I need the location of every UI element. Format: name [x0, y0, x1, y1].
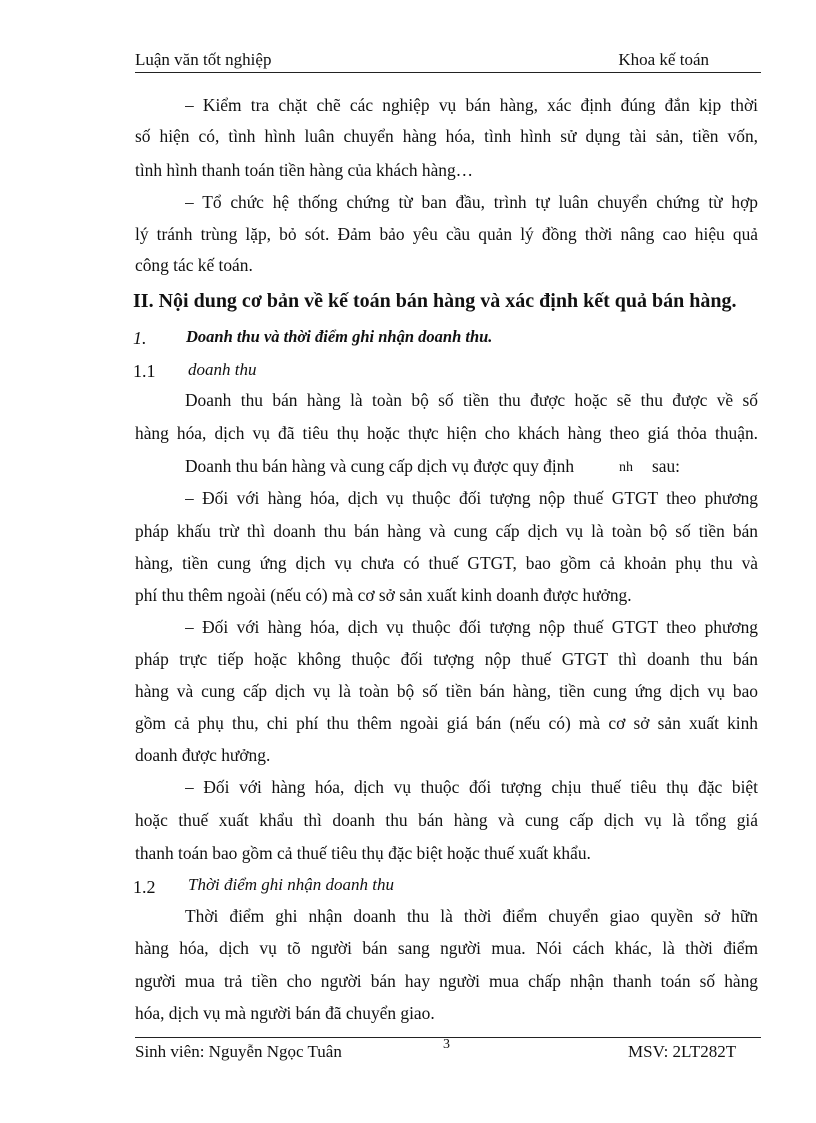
paragraph-line: doanh được hưởng. [135, 745, 271, 765]
paragraph-line: gồm cả phụ thu, chi phí thu thêm ngoài giá bán (nếu có) mà cơ sở sản xuất kinh [135, 713, 758, 733]
paragraph-line: phí thu thêm ngoài (nếu có) mà cơ sở sản xuất kinh doanh được hưởng. [135, 585, 632, 605]
paragraph-line: pháp trực tiếp hoặc không thuộc đối tượng nộp thuế GTGT thì doanh thu bán [135, 649, 758, 669]
paragraph-line: – Đối với hàng hóa, dịch vụ thuộc đối tượng nộp thuế GTGT theo phương [185, 617, 758, 637]
subsection-title: doanh thu [188, 360, 257, 379]
subsection-title: Doanh thu và thời điểm ghi nhận doanh thu. [186, 327, 493, 346]
paragraph-line: – Tổ chức hệ thống chứng từ ban đầu, trình tự luân chuyển chứng từ hợp [185, 192, 758, 212]
paragraph-line: hóa, dịch vụ mà người bán đã chuyển giao. [135, 1003, 435, 1023]
subsection-title: Thời điểm ghi nhận doanh thu [188, 875, 394, 894]
paragraph-line: lý tránh trùng lặp, bỏ sót. Đảm bảo yêu cầu quản lý đồng thời nâng cao hiệu quả [135, 224, 758, 244]
paragraph-line: Doanh thu bán hàng là toàn bộ số tiền thu được hoặc sẽ thu được về số [185, 390, 758, 410]
subsection-number: 1.1 [133, 361, 156, 381]
section-heading: II. Nội dung cơ bản về kế toán bán hàng và xác định kết quả bán hàng. [133, 290, 737, 312]
paragraph-line: người mua trả tiền cho người bán hay người mua chấp nhận thanh toán số hàng [135, 971, 758, 991]
paragraph-line: hàng, tiền cung ứng dịch vụ chưa có thuế GTGT, bao gồm cả khoản phụ thu và [135, 553, 758, 573]
paragraph-line: Thời điểm ghi nhận doanh thu là thời điểm chuyển giao quyền sở hữn [185, 906, 758, 926]
paragraph-line: – Kiểm tra chặt chẽ các nghiệp vụ bán hàng, xác định đúng đắn kịp thời [185, 95, 758, 115]
paragraph-fragment: nh [619, 460, 633, 475]
paragraph-line: công tác kế toán. [135, 255, 253, 275]
paragraph-line: hàng hóa, dịch vụ đã tiêu thụ hoặc thực hiện cho khách hàng theo giá thỏa thuận. [135, 423, 758, 443]
subsection-number: 1. [133, 328, 147, 348]
paragraph-line: pháp khấu trừ thì doanh thu bán hàng và cung cấp dịch vụ là toàn bộ số tiền bán [135, 521, 758, 541]
paragraph-line: hàng và cung cấp dịch vụ là toàn bộ số tiền bán hàng, tiền cung ứng dịch vụ bao [135, 681, 758, 701]
footer-student-id: MSV: 2LT282T [628, 1042, 737, 1061]
page-header [135, 48, 761, 73]
paragraph-line: Doanh thu bán hàng và cung cấp dịch vụ được quy định [185, 456, 575, 476]
footer-student-name: Sinh viên: Nguyễn Ngọc Tuân [135, 1042, 342, 1061]
paragraph-line: hoặc thuế xuất khẩu thì doanh thu bán hàng và cung cấp dịch vụ là tổng giá [135, 810, 758, 830]
header-thesis-title: Luận văn tốt nghiệp [135, 50, 272, 69]
paragraph-line: – Đối với hàng hóa, dịch vụ thuộc đối tượng nộp thuế GTGT theo phương [185, 488, 758, 508]
paragraph-line: thanh toán bao gồm cả thuế tiêu thụ đặc biệt hoặc thuế xuất khẩu. [135, 843, 591, 863]
paragraph-line: – Đối với hàng hóa, dịch vụ thuộc đối tượng chịu thuế tiêu thụ đặc biệt [185, 777, 758, 797]
paragraph-line: số hiện có, tình hình luân chuyển hàng hóa, tình hình sử dụng tài sản, tiền vốn, [135, 126, 758, 146]
subsection-number: 1.2 [133, 877, 156, 897]
header-department: Khoa kế toán [618, 50, 709, 69]
paragraph-fragment: sau: [652, 456, 681, 476]
page-number: 3 [443, 1037, 450, 1052]
paragraph-line: tình hình thanh toán tiền hàng của khách hàng… [135, 160, 474, 180]
paragraph-line: hàng hóa, dịch vụ tõ người bán sang người mua. Nói cách khác, là thời điểm [135, 938, 758, 958]
